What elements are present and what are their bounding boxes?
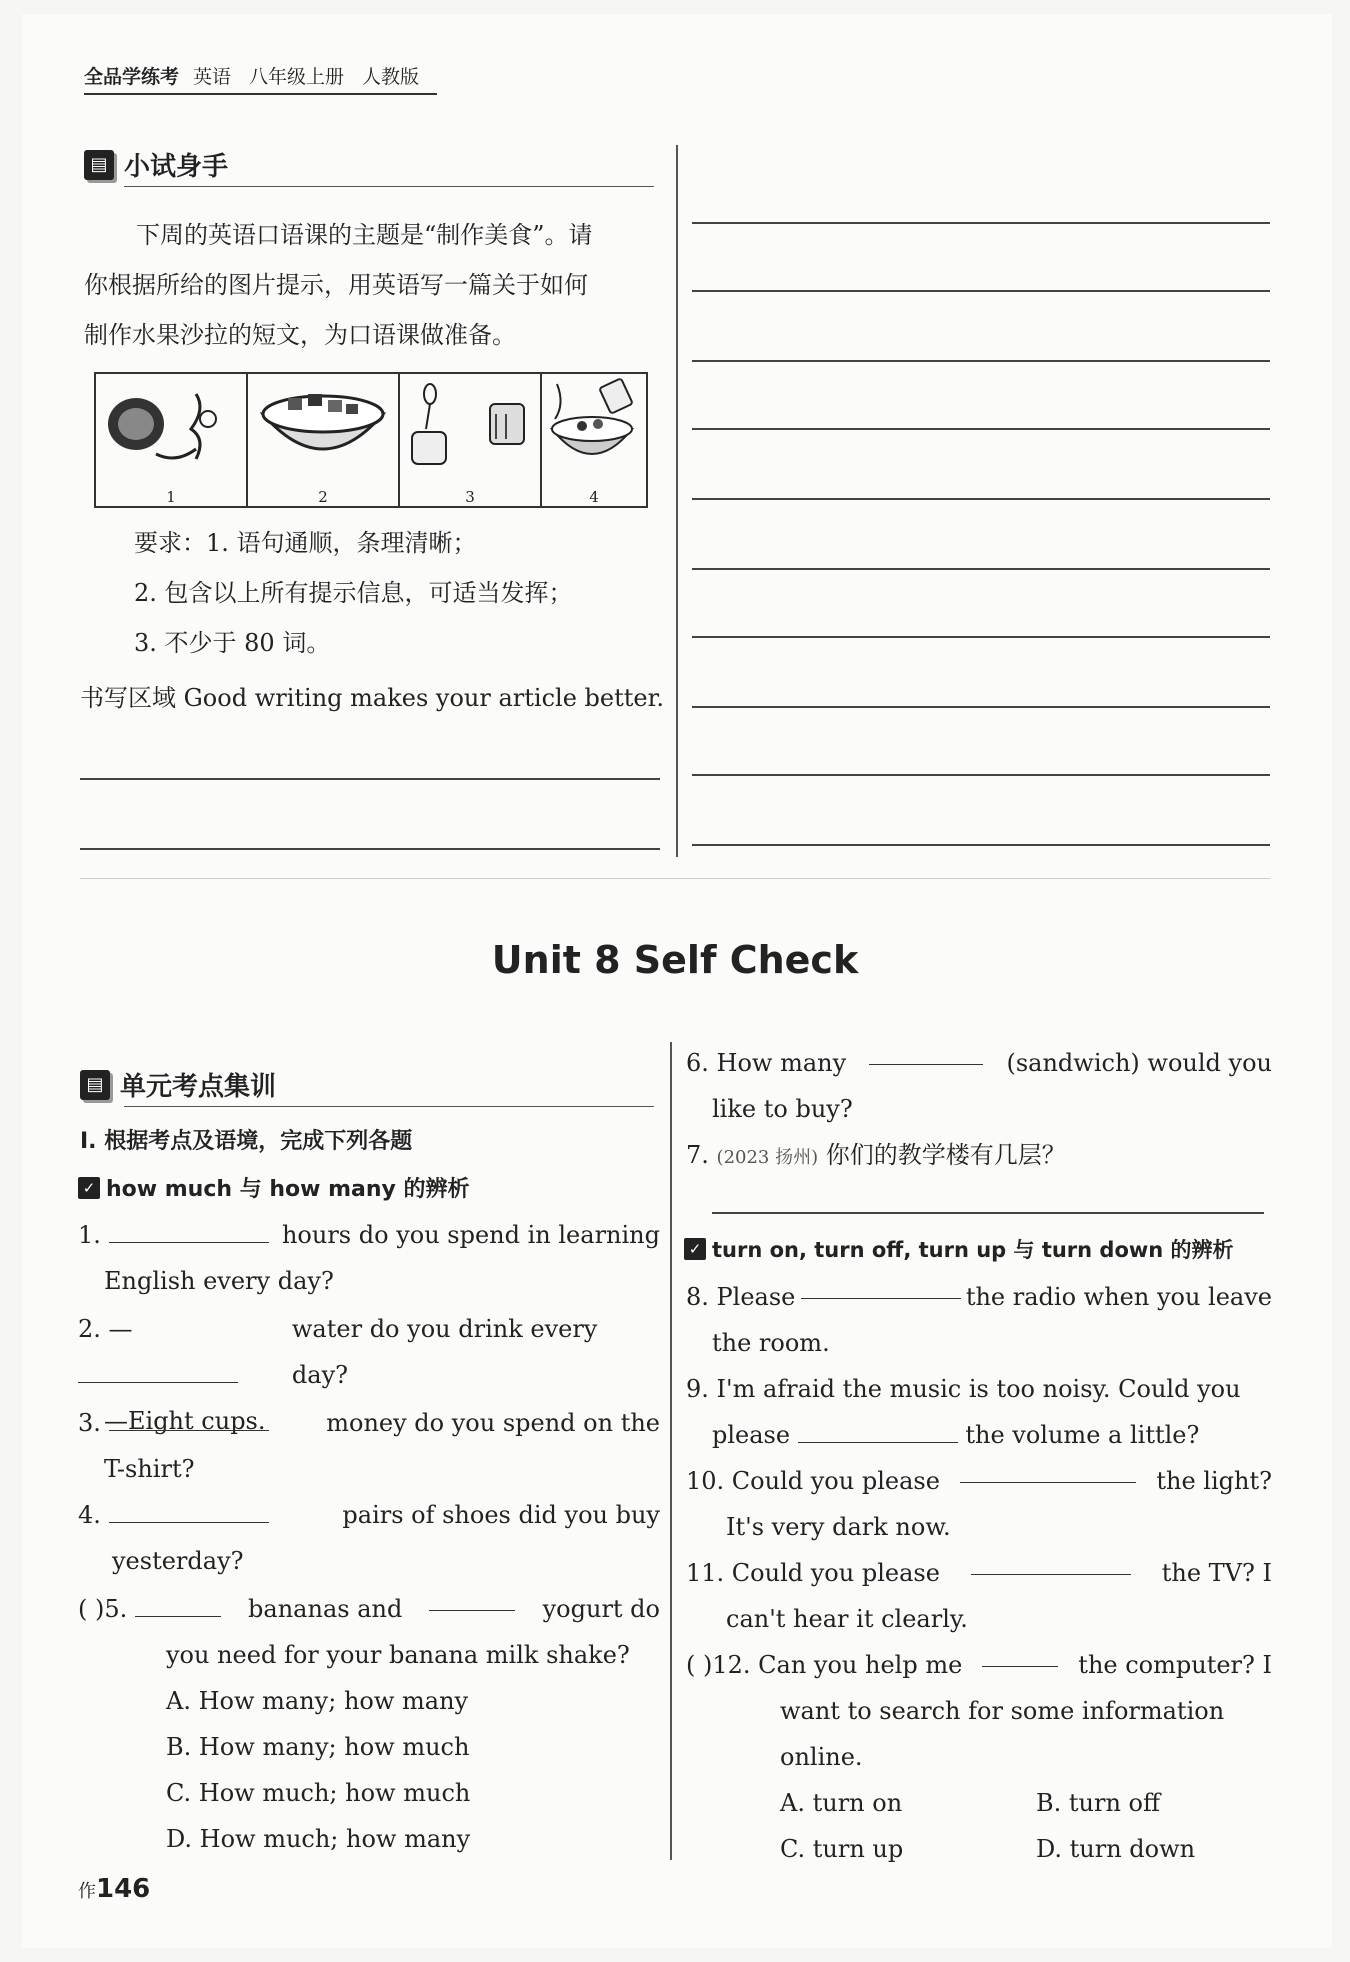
question-hint: (sandwich) would you bbox=[1006, 1049, 1272, 1077]
series-name: 全品学练考 bbox=[84, 66, 180, 88]
question-text: yesterday? bbox=[112, 1547, 244, 1575]
choice-paren[interactable]: ( ) bbox=[78, 1595, 105, 1623]
option[interactable]: B. How many; how much bbox=[166, 1733, 470, 1761]
question-text: please bbox=[712, 1421, 791, 1449]
exercise-section-heading bbox=[80, 1066, 276, 1103]
answer-blank[interactable] bbox=[429, 1586, 515, 1611]
part-heading: Ⅰ. 根据考点及语境，完成下列各题 bbox=[80, 1129, 413, 1154]
choice-paren[interactable]: ( ) bbox=[686, 1651, 713, 1679]
picture-prompts bbox=[94, 372, 648, 508]
question-5 bbox=[78, 1586, 660, 1862]
heading-underline bbox=[124, 1106, 654, 1107]
question-text: the computer? I bbox=[1078, 1651, 1272, 1679]
question-text: yogurt do bbox=[542, 1595, 660, 1623]
question-text: 9. I'm afraid the music is too noisy. Could you bbox=[686, 1375, 1241, 1403]
section-book-icon: ▤ bbox=[80, 1070, 110, 1100]
question-number: 2. — bbox=[78, 1315, 133, 1343]
question-number: 4. bbox=[78, 1501, 101, 1529]
question-text: water do you drink every day? bbox=[291, 1315, 598, 1389]
answer-blank[interactable] bbox=[109, 1218, 269, 1243]
question-text: you need for your banana milk shake? bbox=[166, 1641, 630, 1669]
question-text: can't hear it clearly. bbox=[726, 1605, 968, 1633]
picture-4 bbox=[542, 374, 646, 506]
question-8 bbox=[686, 1274, 1272, 1366]
question-text: bananas and bbox=[248, 1595, 403, 1623]
question-text: money do you spend on the bbox=[326, 1409, 660, 1437]
peeling-fruit-icon bbox=[96, 374, 246, 484]
topic-label: how much 与 how many 的辨析 bbox=[106, 1177, 470, 1202]
question-11 bbox=[686, 1550, 1272, 1642]
practice-title: 小试身手 bbox=[124, 152, 229, 182]
writing-line bbox=[692, 568, 1270, 570]
picture-3 bbox=[400, 374, 542, 506]
answer-blank[interactable] bbox=[798, 1418, 958, 1443]
answer-blank[interactable] bbox=[982, 1642, 1058, 1667]
question-9 bbox=[686, 1366, 1272, 1458]
question-1 bbox=[78, 1212, 660, 1304]
question-4 bbox=[78, 1492, 660, 1584]
question-text: pairs of shoes did you buy bbox=[342, 1501, 660, 1529]
question-6 bbox=[686, 1040, 1272, 1132]
writing-line bbox=[692, 290, 1270, 292]
requirement-item: 2. 包含以上所有提示信息，可适当发挥； bbox=[134, 579, 573, 607]
topic-heading bbox=[78, 1172, 470, 1203]
question-text: 6. How many bbox=[686, 1049, 847, 1077]
option[interactable]: C. turn up bbox=[780, 1835, 904, 1863]
question-number: 7. bbox=[686, 1141, 709, 1169]
picture-number: 2 bbox=[318, 488, 328, 506]
option[interactable]: D. turn down bbox=[1036, 1835, 1196, 1863]
heading-underline bbox=[124, 186, 654, 187]
question-number: 1. bbox=[78, 1221, 101, 1249]
pouring-icon bbox=[542, 374, 642, 484]
writing-line bbox=[80, 778, 660, 780]
writing-line bbox=[692, 428, 1270, 430]
requirements bbox=[134, 518, 573, 668]
question-7 bbox=[686, 1132, 1272, 1181]
question-12 bbox=[686, 1642, 1272, 1872]
question-text: the light? bbox=[1156, 1467, 1272, 1495]
question-text: online. bbox=[780, 1743, 863, 1771]
requirement-item: 要求：1. 语句通顺，条理清晰； bbox=[134, 529, 477, 557]
question-text: 8. Please bbox=[686, 1283, 796, 1311]
grade: 八年级上册 bbox=[249, 66, 345, 88]
writing-line bbox=[692, 636, 1270, 638]
question-text: like to buy? bbox=[712, 1095, 853, 1123]
answer-line[interactable] bbox=[712, 1212, 1264, 1214]
option[interactable]: C. How much; how much bbox=[166, 1779, 471, 1807]
answer-blank[interactable] bbox=[109, 1406, 269, 1431]
picture-number: 1 bbox=[166, 488, 176, 506]
unit-title: Unit 8 Self Check bbox=[491, 938, 859, 982]
topic-label: turn on, turn off, turn up 与 turn down 的辨析 bbox=[712, 1238, 1234, 1262]
writing-line bbox=[692, 498, 1270, 500]
answer-blank[interactable] bbox=[78, 1358, 238, 1383]
column-divider bbox=[670, 1042, 672, 1860]
question-text: 12. Can you help me bbox=[712, 1651, 963, 1679]
option[interactable]: D. How much; how many bbox=[166, 1825, 471, 1853]
picture-2 bbox=[248, 374, 400, 506]
question-source: (2023 扬州) bbox=[716, 1147, 819, 1168]
option[interactable]: A. turn on bbox=[780, 1789, 903, 1817]
column-divider bbox=[676, 145, 678, 857]
question-text: It's very dark now. bbox=[726, 1513, 951, 1541]
option[interactable]: A. How many; how many bbox=[166, 1687, 469, 1715]
question-text: 11. Could you please bbox=[686, 1559, 940, 1587]
question-text: T-shirt? bbox=[104, 1455, 195, 1483]
requirement-item: 3. 不少于 80 词。 bbox=[134, 629, 331, 657]
question-text: the volume a little? bbox=[965, 1421, 1200, 1449]
answer-blank[interactable] bbox=[109, 1498, 269, 1523]
writing-line bbox=[80, 848, 660, 850]
writing-line bbox=[692, 706, 1270, 708]
writing-area-label: 书写区域 Good writing makes your article better. bbox=[80, 684, 665, 712]
option[interactable]: B. turn off bbox=[1036, 1789, 1161, 1817]
section-book-icon: ▤ bbox=[84, 150, 114, 180]
writing-line bbox=[692, 222, 1270, 224]
question-text: English every day? bbox=[104, 1267, 334, 1295]
question-3 bbox=[78, 1400, 660, 1492]
question-text: want to search for some information bbox=[780, 1697, 1225, 1725]
picture-1 bbox=[96, 374, 248, 506]
intro-line: 你根据所给的图片提示，用英语写一篇关于如何 bbox=[84, 271, 588, 299]
question-10 bbox=[686, 1458, 1272, 1550]
fruit-bowl-icon bbox=[248, 374, 398, 484]
topic-heading bbox=[684, 1234, 1234, 1264]
intro-line: 下周的英语口语课的主题是“制作美食”。请 bbox=[136, 221, 593, 249]
answer-blank[interactable] bbox=[135, 1592, 221, 1617]
edition: 人教版 bbox=[362, 66, 420, 88]
exercise-title: 单元考点集训 bbox=[120, 1072, 277, 1102]
subject: 英语 bbox=[193, 66, 232, 88]
picture-number: 3 bbox=[465, 488, 475, 506]
practice-intro bbox=[84, 210, 664, 360]
question-number: 3. bbox=[78, 1409, 101, 1437]
page-prefix: 作 bbox=[78, 1881, 96, 1902]
page-number: 146 bbox=[96, 1874, 151, 1904]
writing-line bbox=[692, 774, 1270, 776]
book-header bbox=[84, 62, 437, 95]
answer-blank[interactable] bbox=[801, 1274, 961, 1299]
question-text: —Eight cups. bbox=[104, 1407, 266, 1435]
question-text: 10. Could you please bbox=[686, 1467, 940, 1495]
question-text: the room. bbox=[712, 1329, 830, 1357]
question-text: 你们的教学楼有几层？ bbox=[825, 1141, 1066, 1169]
writing-line bbox=[692, 844, 1270, 846]
answer-blank[interactable] bbox=[971, 1550, 1131, 1575]
question-text: hours do you spend in learning bbox=[281, 1221, 660, 1249]
spoon-and-yogurt-icon bbox=[400, 374, 540, 484]
intro-line: 制作水果沙拉的短文，为口语课做准备。 bbox=[84, 321, 516, 349]
check-icon: ✓ bbox=[684, 1238, 706, 1260]
question-text: the TV? I bbox=[1161, 1559, 1272, 1587]
answer-blank[interactable] bbox=[960, 1458, 1136, 1483]
writing-line bbox=[692, 360, 1270, 362]
picture-number: 4 bbox=[589, 488, 599, 506]
practice-section-heading bbox=[84, 146, 228, 183]
answer-blank[interactable] bbox=[869, 1040, 983, 1065]
page-footer bbox=[78, 1874, 150, 1904]
section-separator bbox=[80, 878, 1270, 879]
question-number: 5. bbox=[104, 1595, 128, 1623]
check-icon: ✓ bbox=[78, 1177, 100, 1199]
question-text: the radio when you leave bbox=[965, 1283, 1272, 1311]
